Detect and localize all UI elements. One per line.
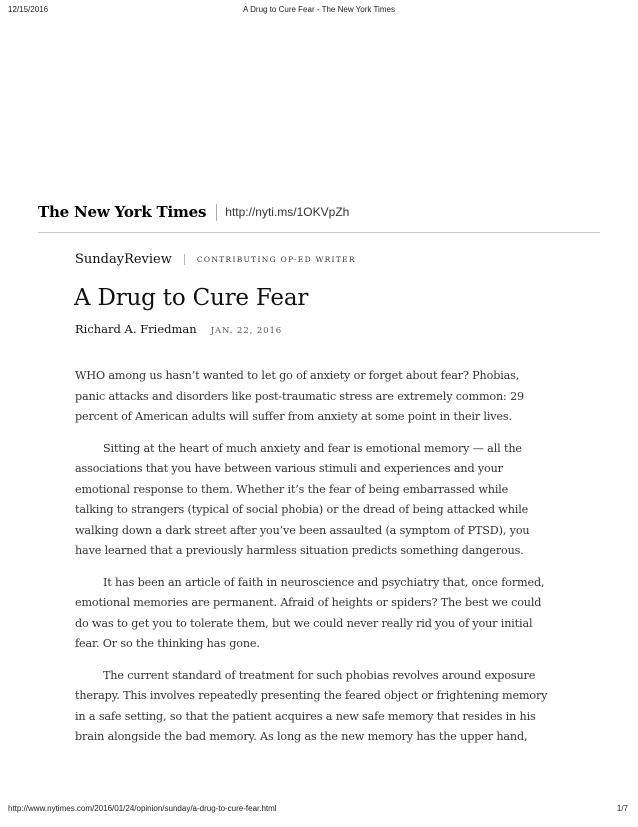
print-date: 12/15/2016 [8,5,49,14]
section-line [75,252,356,267]
text-line: percent of American adults will suffer from anxiety at some point in their lives. [75,410,512,423]
section-kicker: CONTRIBUTING OP-ED WRITER [196,255,356,264]
text-line: Sitting at the heart of much anxiety and fear is emotional memory — all the [103,441,522,455]
text-line: brain alongside the bad memory. As long as the new memory has the upper hand, [75,730,528,743]
text-line: talking to strangers (typical of social phobia) or the dread of being attacked while [75,503,529,516]
paragraph [75,439,573,562]
text-line: have learned that a previously harmless situation predicts something dangerous. [75,544,524,557]
print-title: A Drug to Cure Fear - The New York Times [243,5,395,14]
article-body [75,366,573,759]
paragraph [75,366,573,428]
text-line: It has been an article of faith in neuroscience and psychiatry that, once formed, [103,575,545,589]
paragraph [75,573,573,655]
byline [75,322,282,336]
article-headline: A Drug to Cure Fear [74,285,309,311]
print-header [0,5,638,17]
nyt-logo[interactable]: The New York Times [38,203,207,221]
author-name[interactable]: Richard A. Friedman [75,322,197,336]
text-line: associations that you have between various stimuli and experiences and your [75,462,503,475]
text-line: in a safe setting, so that the patient acquires a new safe memory that resides in his [75,709,536,723]
section-divider [184,254,185,265]
paragraph [75,666,573,748]
print-footer [0,804,638,816]
text-line: The current standard of treatment for such phobias revolves around exposure [103,668,536,682]
short-url-link[interactable]: http://nyti.ms/1OKVpZh [225,205,350,219]
text-line: do was to get you to tolerate them, but we could never really rid you of your initial [75,616,533,630]
text-line: emotional response to them. Whether it’s the fear of being embarrassed while [75,482,509,496]
text-line: panic attacks and disorders like post-traumatic stress are extremely common: 29 [75,389,525,403]
text-line: emotional memories are permanent. Afraid of heights or spiders? The best we could [75,596,542,609]
text-line: therapy. This involves repeatedly presenting the feared object or frightening memory [75,689,548,702]
masthead [38,198,349,226]
print-page-number: 1/7 [616,804,628,813]
masthead-divider [216,204,217,221]
text-line: WHO among us hasn’t wanted to let go of anxiety or forget about fear? Phobias, [75,369,520,382]
text-line: walking down a dark street after you’ve been assaulted (a symptom of PTSD), you [75,523,530,537]
publish-date: JAN. 22, 2016 [210,326,283,336]
text-line: fear. Or so the thinking has gone. [75,637,260,650]
section-name[interactable]: SundayReview [75,252,172,267]
masthead-rule [38,232,600,233]
print-url: http://www.nytimes.com/2016/01/24/opinion/sunday/a-drug-to-cure-fear.html [8,804,277,813]
